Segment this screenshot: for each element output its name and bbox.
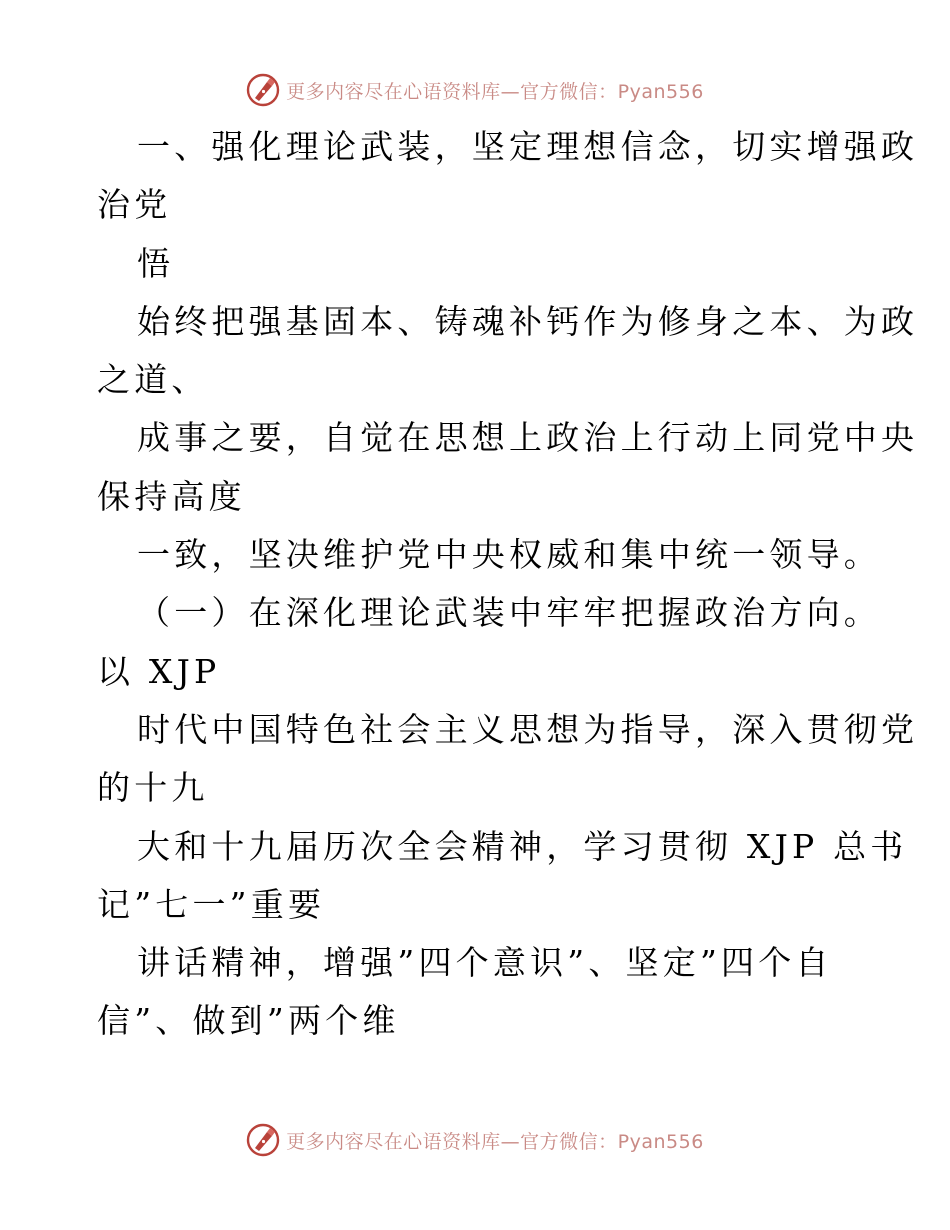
- pen-nib-logo-icon: [246, 1123, 280, 1157]
- text-line: 一致，坚决维护党中央权威和集中统一领导。: [137, 535, 881, 575]
- text-line: 治党: [97, 185, 172, 225]
- text-line: 成事之要，自觉在思想上政治上行动上同党中央: [137, 418, 919, 458]
- text-line: 信”、做到”两个维: [97, 1001, 400, 1041]
- watermark-text: 更多内容尽在心语资料库—官方微信：Pyan556: [286, 1130, 704, 1153]
- text-line: 始终把强基固本、铸魂补钙作为修身之本、为政: [137, 301, 919, 341]
- text-line: 讲话精神，增强”四个意识”、坚定”四个自: [137, 943, 833, 983]
- pen-nib-logo-icon: [246, 73, 280, 107]
- text-line: 以 XJP: [97, 651, 221, 691]
- text-line: 的十九: [97, 768, 209, 808]
- text-line: 记”七一”重要: [97, 884, 326, 924]
- text-line: 一、强化理论武装，坚定理想信念，切实增强政: [137, 127, 919, 166]
- text-line: 大和十九届历次全会精神，学习贯彻 XJP 总书: [137, 826, 908, 866]
- text-line: 悟: [137, 243, 175, 283]
- text-line: 保持高度: [97, 476, 246, 516]
- text-line: （一）在深化理论武装中牢牢把握政治方向。: [137, 593, 881, 633]
- document-body: [97, 118, 919, 1051]
- text-line: 之道、: [97, 360, 209, 400]
- text-line: 时代中国特色社会主义思想为指导，深入贯彻党: [137, 709, 919, 749]
- footer-watermark: [0, 1120, 950, 1160]
- watermark-text: 更多内容尽在心语资料库—官方微信：Pyan556: [286, 80, 704, 103]
- header-watermark: [0, 70, 950, 110]
